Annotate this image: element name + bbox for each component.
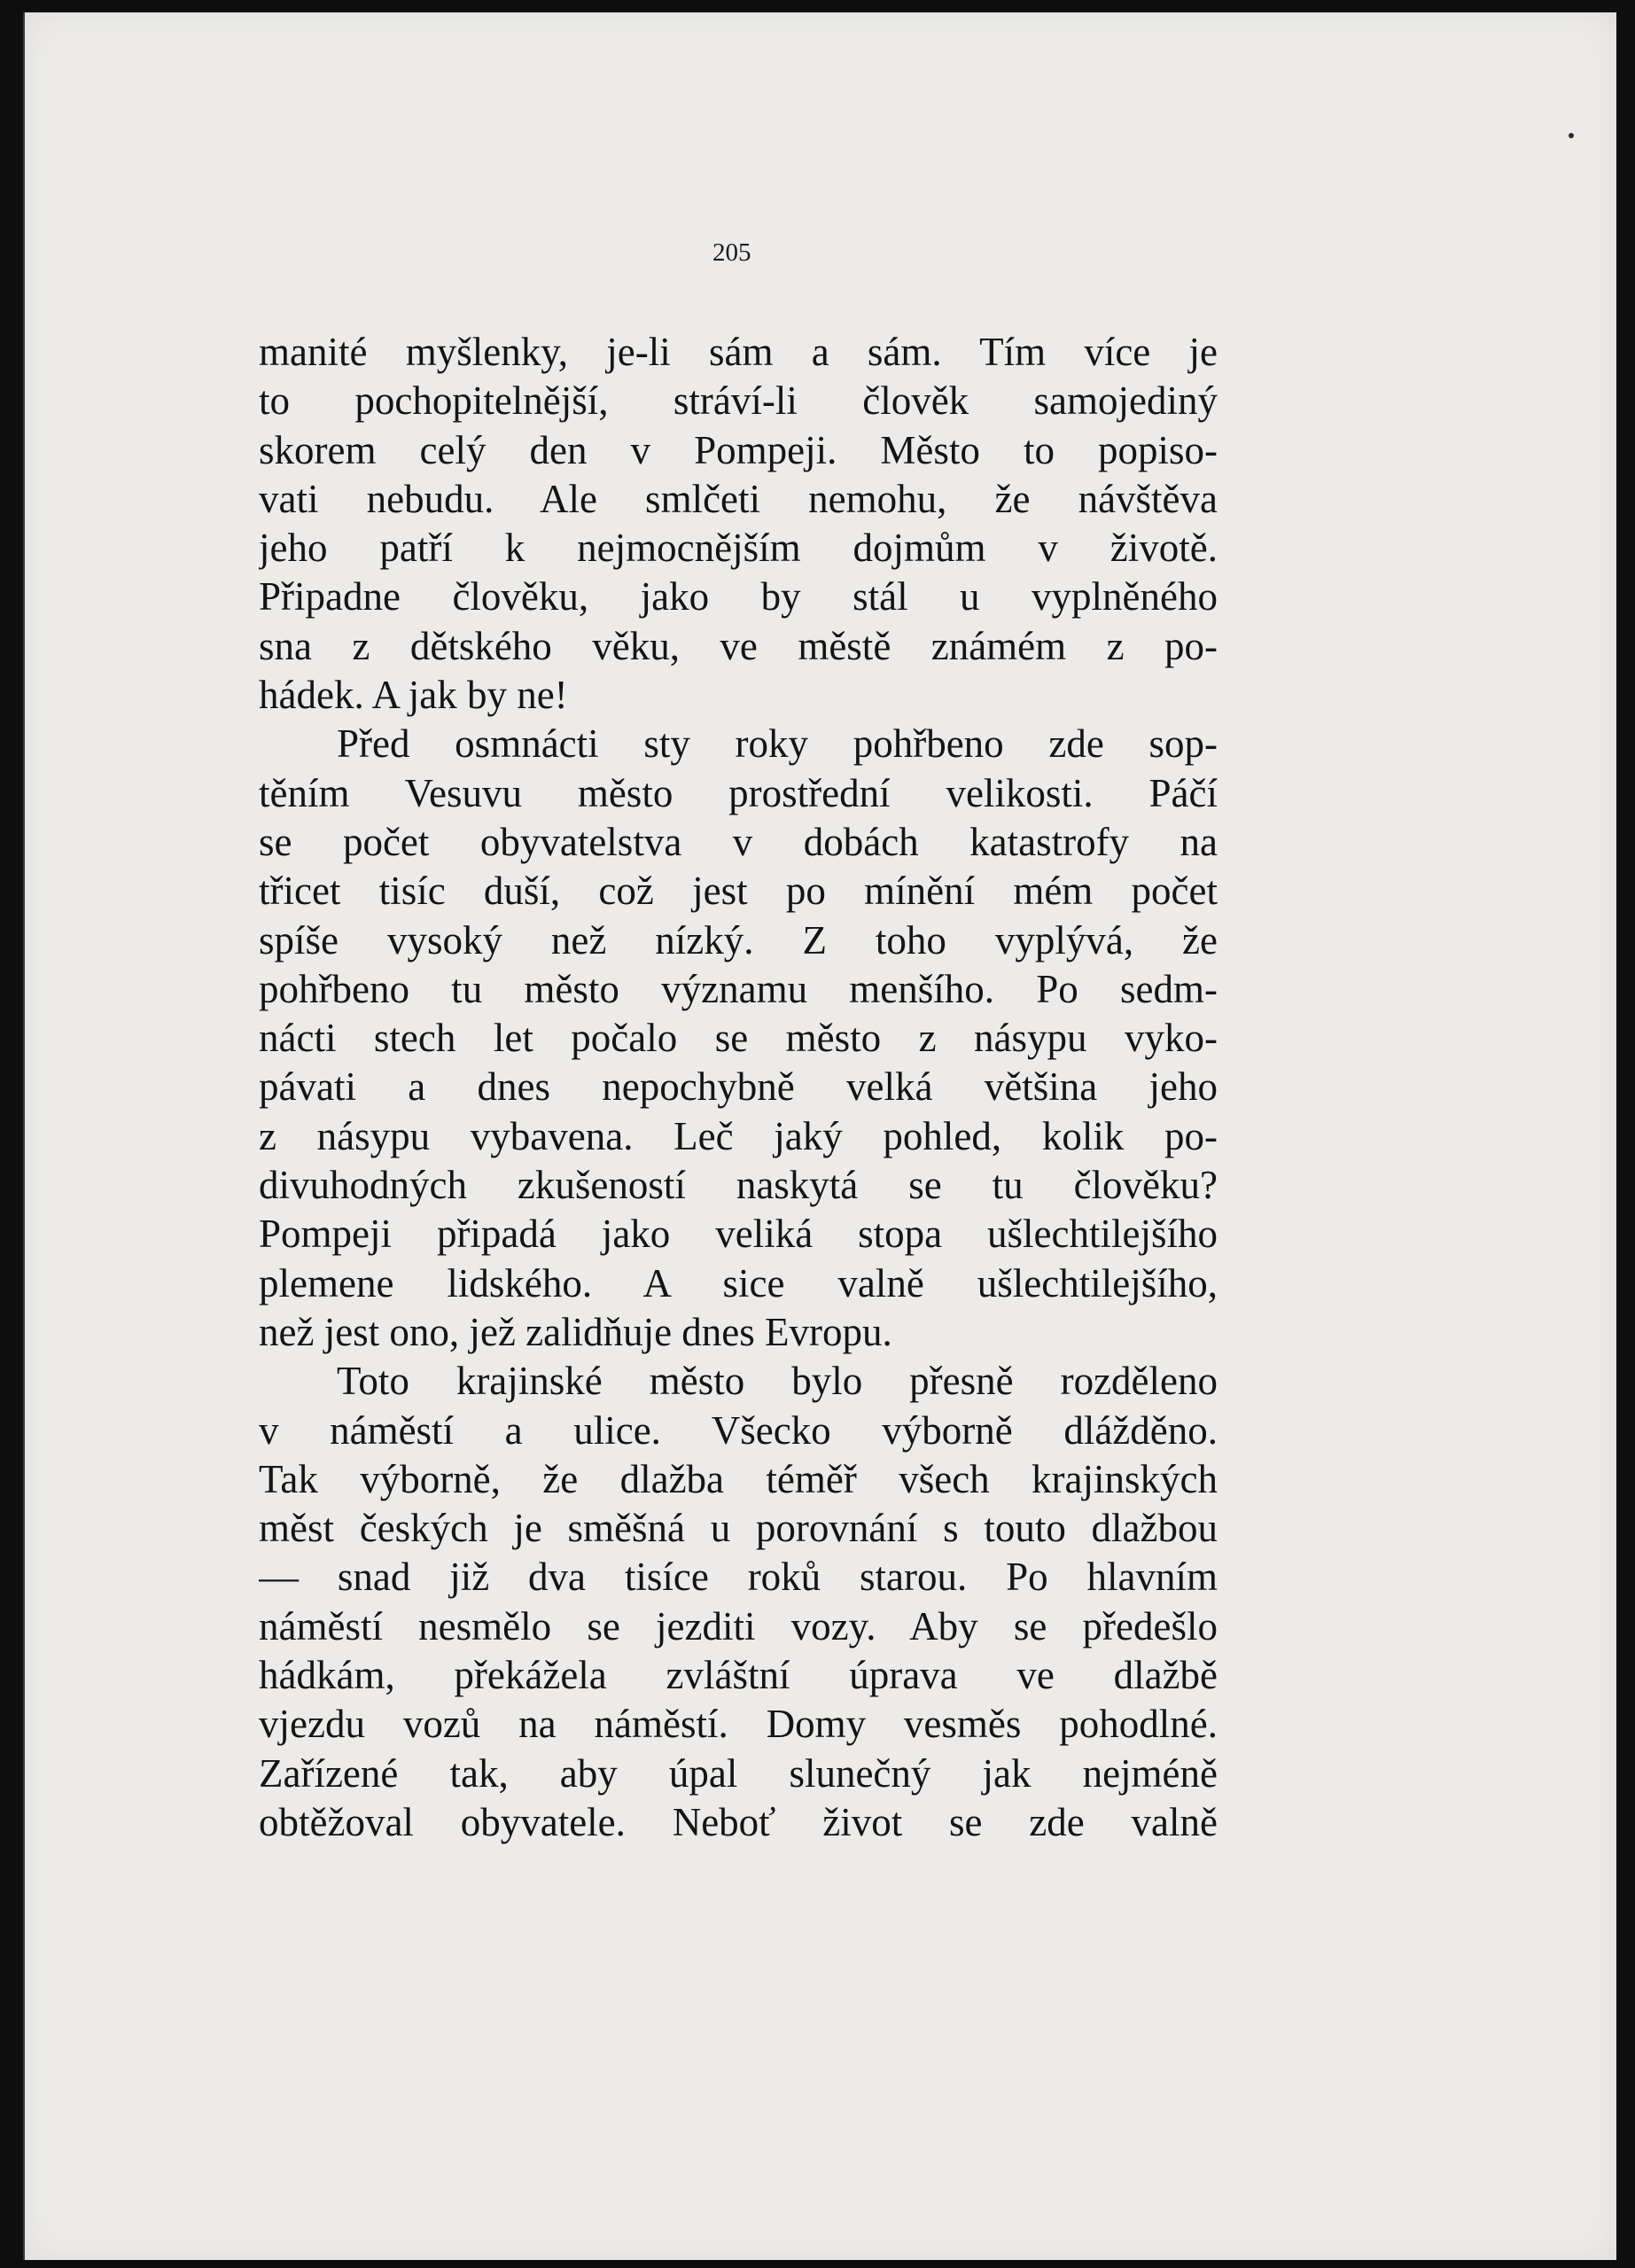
text-line: z násypu vybavena. Leč jaký pohled, kolik po- <box>259 1113 1218 1158</box>
text-line: než jest ono, jež zalidňuje dnes Evropu. <box>259 1309 892 1354</box>
book-page <box>23 12 1616 2260</box>
text-line: těním Vesuvu město prostřední velikosti. Páčí <box>259 770 1218 815</box>
text-line: Zařízené tak, aby úpal slunečný jak nejméně <box>259 1750 1218 1796</box>
text-line: pávati a dnes nepochybně velká většina jeho <box>259 1064 1218 1110</box>
text-line: obtěžoval obyvatele. Neboť život se zde valně <box>259 1799 1218 1844</box>
text-line: to pochopitelnější, stráví-li člověk samojediný <box>259 378 1218 424</box>
page-number: 205 <box>712 238 751 267</box>
text-line: sna z dětského věku, ve městě známém z po- <box>259 623 1218 668</box>
text-line: — snad již dva tisíce roků starou. Po hlavním <box>259 1555 1218 1600</box>
body-text <box>259 328 1218 1847</box>
text-line: Toto krajinské město bylo přesně rozděleno <box>337 1359 1218 1404</box>
text-line: skorem celý den v Pompeji. Město to popiso- <box>259 427 1218 472</box>
text-line: Připadne člověku, jako by stál u vyplněného <box>259 574 1218 620</box>
text-line: Pompeji připadá jako veliká stopa ušlechtilejšího <box>259 1212 1218 1257</box>
text-line: hádek. A jak by ne! <box>259 673 568 718</box>
text-line: Tak výborně, že dlažba téměř všech krajinských <box>259 1456 1218 1501</box>
text-line: nácti stech let počalo se město z násypu vyko- <box>259 1016 1218 1061</box>
text-line: v náměstí a ulice. Všecko výborně dlážděno. <box>259 1407 1218 1453</box>
text-line: manité myšlenky, je-li sám a sám. Tím více je <box>259 330 1218 374</box>
text-line: Před osmnácti sty roky pohřbeno zde sop- <box>337 721 1218 767</box>
dust-speck <box>1569 133 1574 138</box>
text-line: jeho patří k nejmocnějším dojmům v životě. <box>259 526 1218 571</box>
text-line: se počet obyvatelstva v dobách katastrofy na <box>259 819 1218 864</box>
text-line: spíše vysoký než nízký. Z toho vyplývá, že <box>259 917 1218 963</box>
text-line: divuhodných zkušeností naskytá se tu člověku? <box>259 1163 1218 1208</box>
text-line: hádkám, překážela zvláštní úprava ve dlažbě <box>259 1653 1218 1698</box>
text-line: pohřbeno tu město významu menšího. Po sedm- <box>259 966 1218 1011</box>
text-line: plemene lidského. A sice valně ušlechtilejšího, <box>259 1260 1218 1305</box>
page-left-edge <box>23 12 25 2260</box>
text-line: náměstí nesmělo se jezditi vozy. Aby se předešlo <box>259 1603 1218 1648</box>
text-line: vjezdu vozů na náměstí. Domy vesměs pohodlné. <box>259 1702 1218 1747</box>
text-line: vati nebudu. Ale smlčeti nemohu, že návštěva <box>259 476 1218 521</box>
text-line: měst českých je směšná u porovnání s touto dlažbou <box>259 1506 1218 1551</box>
text-line: třicet tisíc duší, což jest po mínění mém počet <box>259 869 1218 914</box>
